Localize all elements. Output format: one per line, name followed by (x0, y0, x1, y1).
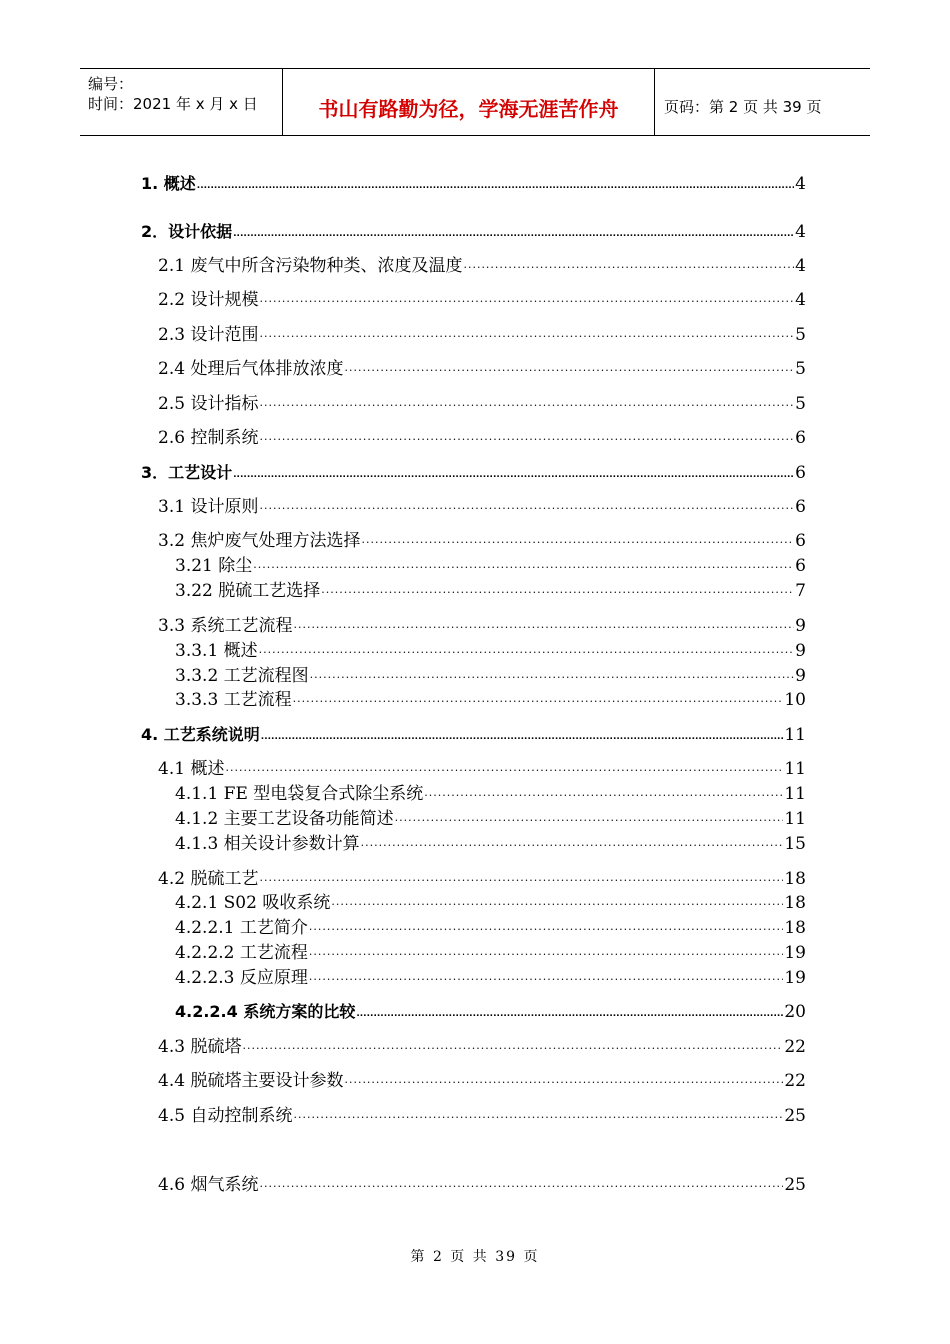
toc-entry-page: 10 (784, 690, 806, 710)
page-footer: 第 2 页 共 39 页 (410, 1249, 540, 1265)
toc-entry-page: 25 (784, 1106, 806, 1126)
toc-entry[interactable] (175, 892, 806, 914)
toc-leader-dots (309, 946, 783, 964)
toc-entry-page: 4 (795, 174, 806, 194)
toc-entry-title: 4.2.2.1 工艺简介 (175, 918, 308, 938)
toc-entry-page: 22 (784, 1071, 806, 1091)
header-motto: 书山有路勤为径，学海无涯苦作舟 (318, 97, 619, 121)
toc-leader-dots (259, 397, 794, 415)
toc-entry[interactable] (175, 917, 806, 939)
toc-entry-title: 4.5 自动控制系统 (158, 1106, 293, 1126)
toc-entry[interactable] (141, 221, 806, 243)
toc-leader-dots (293, 1109, 783, 1127)
toc-leader-dots (344, 1074, 783, 1092)
toc-entry-page: 6 (795, 531, 806, 551)
toc-entry-page: 7 (795, 581, 806, 601)
toc-entry-title: 3.3.3 工艺流程 (175, 690, 292, 710)
toc-entry[interactable] (175, 640, 806, 662)
toc-entry[interactable] (158, 324, 806, 346)
toc-entry[interactable] (141, 724, 806, 746)
toc-entry-title: 4.4 脱硫塔主要设计参数 (158, 1071, 344, 1091)
toc-entry[interactable] (141, 173, 806, 195)
toc-leader-dots (293, 693, 784, 711)
toc-entry[interactable] (158, 427, 806, 449)
toc-entry[interactable] (158, 1174, 806, 1196)
toc-entry-title: 3.3 系统工艺流程 (158, 616, 293, 636)
toc-entry-title: 2.3 设计范围 (158, 325, 259, 345)
toc-leader-dots (361, 534, 794, 552)
toc-entry-title: 4.1.3 相关设计参数计算 (175, 834, 360, 854)
toc-entry-page: 18 (784, 918, 806, 938)
toc-entry[interactable] (158, 1105, 806, 1127)
toc-leader-dots (242, 1040, 783, 1058)
toc-entry[interactable] (158, 758, 806, 780)
toc-entry-page: 18 (784, 869, 806, 889)
toc-leader-dots (253, 559, 794, 577)
toc-entry-title: 4.3 脱硫塔 (158, 1037, 242, 1057)
toc-leader-dots (259, 328, 794, 346)
toc-entry[interactable] (158, 289, 806, 311)
toc-leader-dots (331, 896, 783, 914)
toc-entry[interactable] (158, 255, 806, 277)
toc-entry-page: 19 (784, 943, 806, 963)
toc-leader-dots (225, 762, 783, 780)
toc-entry-page: 11 (784, 759, 806, 779)
toc-leader-dots (233, 225, 794, 243)
header-page-label: 页码：第 2 页 共 39 页 (664, 98, 822, 116)
document-number-label: 编号： (88, 75, 134, 93)
toc-entry-title: 3.3.1 概述 (175, 641, 258, 661)
toc-leader-dots (309, 971, 783, 989)
toc-entry-page: 22 (784, 1037, 806, 1057)
toc-leader-dots (424, 787, 783, 805)
toc-entry-page: 6 (795, 463, 806, 483)
toc-entry-page: 19 (784, 968, 806, 988)
toc-entry-page: 6 (795, 497, 806, 517)
toc-entry-title: 3.22 脱硫工艺选择 (175, 581, 321, 601)
toc-entry[interactable] (158, 393, 806, 415)
toc-entry[interactable] (158, 530, 806, 552)
toc-entry-page: 9 (795, 641, 806, 661)
toc-leader-dots (259, 500, 794, 518)
toc-entry-page: 5 (795, 359, 806, 379)
toc-entry-page: 4 (795, 222, 806, 242)
toc-entry-title: 4.1 概述 (158, 759, 225, 779)
toc-entry-page: 15 (784, 834, 806, 854)
document-time-label: 时间：2021 年 x 月 x 日 (88, 95, 258, 113)
toc-entry-page: 11 (784, 784, 806, 804)
toc-entry-title: 4.1.2 主要工艺设备功能简述 (175, 809, 394, 829)
toc-entry-title: 4.2.2.4 系统方案的比较 (175, 1002, 356, 1021)
toc-leader-dots (463, 259, 794, 277)
toc-leader-dots (310, 669, 795, 687)
toc-entry[interactable] (175, 689, 806, 711)
toc-entry[interactable] (158, 358, 806, 380)
toc-entry-title: 2.5 设计指标 (158, 394, 259, 414)
toc-entry-page: 6 (795, 556, 806, 576)
toc-entry-title: 2.6 控制系统 (158, 428, 259, 448)
toc-entry-title: 4.2.2.3 反应原理 (175, 968, 308, 988)
toc-entry-page: 9 (795, 616, 806, 636)
toc-entry-title: 4.6 烟气系统 (158, 1175, 259, 1195)
toc-leader-dots (233, 466, 794, 484)
toc-leader-dots (259, 872, 783, 890)
toc-entry-title: 3.3.2 工艺流程图 (175, 666, 309, 686)
toc-entry-title: 3.2 焦炉废气处理方法选择 (158, 531, 361, 551)
toc-entry[interactable] (158, 496, 806, 518)
toc-entry-title: 4.2.2.2 工艺流程 (175, 943, 308, 963)
toc-entry[interactable] (158, 615, 806, 637)
toc-entry[interactable] (175, 942, 806, 964)
toc-leader-dots (197, 177, 794, 195)
toc-entry-page: 6 (795, 428, 806, 448)
toc-leader-dots (259, 1178, 783, 1196)
toc-entry-page: 20 (784, 1002, 806, 1022)
toc-entry-title: 2.1 废气中所含污染物种类、浓度及温度 (158, 256, 463, 276)
toc-leader-dots (259, 644, 795, 662)
toc-entry-page: 4 (795, 256, 806, 276)
toc-entry[interactable] (141, 462, 806, 484)
toc-entry-page: 25 (784, 1175, 806, 1195)
toc-entry[interactable] (158, 1070, 806, 1092)
toc-entry-title: 3．工艺设计 (141, 463, 233, 482)
toc-entry-title: 3.1 设计原则 (158, 497, 259, 517)
toc-entry-title: 4.2.1 S02 吸收系统 (175, 893, 331, 913)
toc-entry[interactable] (158, 868, 806, 890)
toc-entry-title: 1. 概述 (141, 174, 196, 193)
toc-entry-title: 4.1.1 FE 型电袋复合式除尘系统 (175, 784, 424, 804)
toc-entry-page: 11 (784, 809, 806, 829)
toc-entry[interactable] (175, 580, 806, 602)
toc-entry-page: 11 (784, 725, 806, 745)
toc-entry-page: 4 (795, 290, 806, 310)
toc-entry[interactable] (175, 967, 806, 989)
toc-entry[interactable] (175, 833, 806, 855)
toc-entry-title: 2.2 设计规模 (158, 290, 259, 310)
toc-entry-title: 3.21 除尘 (175, 556, 253, 576)
toc-entry-page: 5 (795, 325, 806, 345)
toc-entry-title: 4. 工艺系统说明 (141, 725, 260, 744)
toc-leader-dots (344, 362, 794, 380)
toc-entry[interactable] (175, 783, 806, 805)
toc-leader-dots (259, 431, 794, 449)
toc-leader-dots (361, 837, 784, 855)
toc-entry[interactable] (175, 665, 806, 687)
toc-entry[interactable] (175, 808, 806, 830)
toc-entry[interactable] (158, 1036, 806, 1058)
toc-entry[interactable] (175, 1001, 806, 1023)
toc-entry[interactable] (175, 555, 806, 577)
toc-leader-dots (321, 584, 794, 602)
toc-leader-dots (309, 921, 783, 939)
toc-entry-page: 9 (795, 666, 806, 686)
toc-leader-dots (261, 728, 784, 746)
toc-entry-page: 18 (784, 893, 806, 913)
toc-leader-dots (356, 1005, 783, 1023)
toc-entry-title: 4.2 脱硫工艺 (158, 869, 259, 889)
toc-leader-dots (259, 293, 794, 311)
toc-entry-page: 5 (795, 394, 806, 414)
toc-entry-title: 2.4 处理后气体排放浓度 (158, 359, 344, 379)
toc-leader-dots (395, 812, 784, 830)
toc-leader-dots (293, 619, 794, 637)
toc-entry-title: 2．设计依据 (141, 222, 233, 241)
